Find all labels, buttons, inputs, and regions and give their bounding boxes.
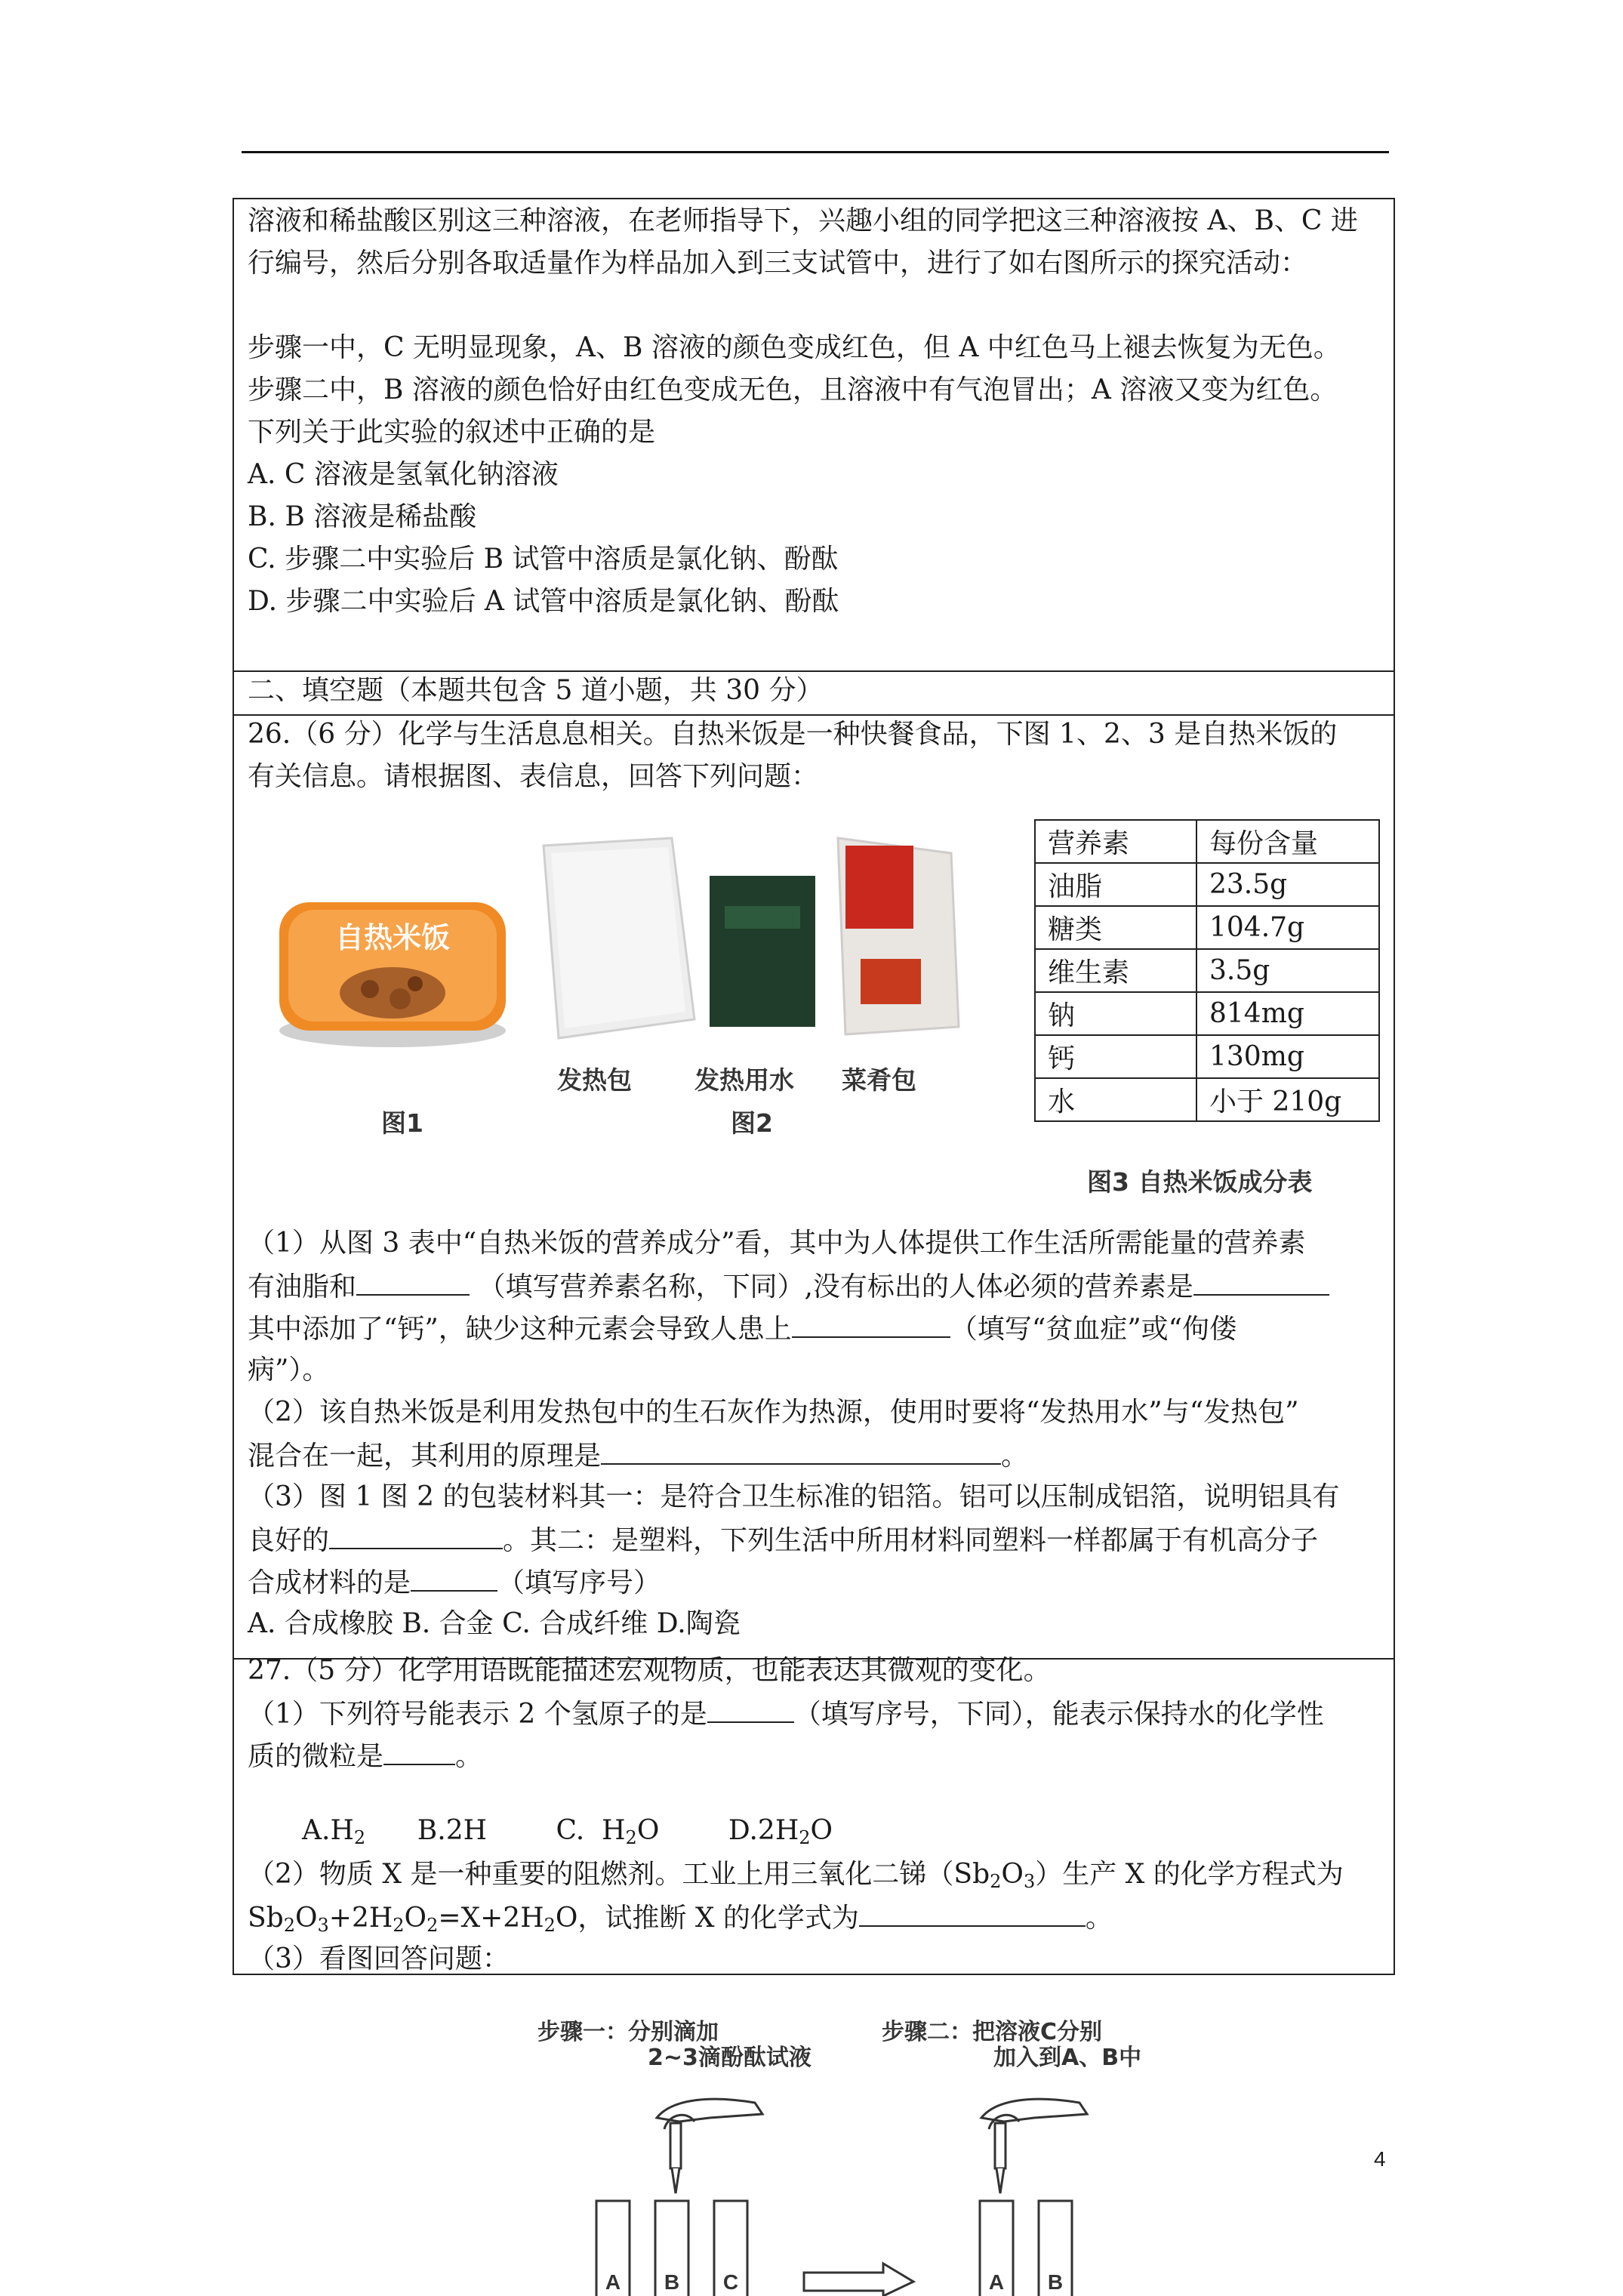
tube-label: A (605, 2270, 621, 2294)
q26-p1-line4: 病”）。 (248, 1354, 330, 1385)
q27-p1-line1 (248, 1691, 1324, 1737)
q27-option-a: $A.H_2$ (302, 1815, 366, 1848)
table-cell: 维生素 (1035, 949, 1196, 992)
table-row (1035, 1078, 1379, 1121)
q27-p2-line2-end: 。 (1085, 1903, 1113, 1934)
experiment-diagram (528, 2076, 1178, 2296)
q26-p1-line3-a: 其中添加了“钙”，缺少这种元素会导致人患上 (248, 1314, 792, 1345)
table-cell: 小于 210g (1196, 1078, 1379, 1121)
q26-p2-line2 (248, 1433, 1028, 1478)
q26-p1-line3 (248, 1306, 1236, 1351)
fig3-caption: 图3 自热米饭成分表 (1087, 1167, 1313, 1197)
dropper-right (981, 2099, 1087, 2193)
q27-p1-line1-a: （1）下列符号能表示 2 个氢原子的是 (248, 1699, 707, 1730)
tube-label: C (722, 2270, 739, 2294)
table-cell: 814mg (1196, 992, 1379, 1035)
q27-p1-line2 (248, 1734, 482, 1779)
table-row (1035, 1035, 1379, 1078)
header-rule (242, 151, 1389, 153)
answer-blank[interactable] (356, 1264, 470, 1296)
answer-blank[interactable] (411, 1560, 497, 1592)
rice-box-label: 自热米饭 (334, 921, 451, 954)
q26-p1-line3-b: （填写“贫血症”或“佝偻 (950, 1314, 1237, 1345)
answer-blank[interactable] (792, 1306, 950, 1338)
q25-intro-line1: 溶液和稀盐酸区别这三种溶液，在老师指导下，兴趣小组的同学把这三种溶液按 A、B、C 进 (248, 205, 1358, 236)
packets-image (528, 831, 966, 1049)
table-row (1035, 820, 1379, 863)
answer-blank[interactable] (707, 1691, 794, 1723)
tube-label: A (988, 2270, 1005, 2294)
diagram-step1-line2: 2~3滴酚酞试液 (648, 2045, 812, 2071)
table-cell: 钠 (1035, 992, 1196, 1035)
q26-intro-line1: 26.（6 分）化学与生活息息相关。自热米饭是一种快餐食品，下图 1、2、3 是自热米饭的 (248, 719, 1338, 750)
q27-p1-options (302, 1809, 833, 1860)
q27-p1-line2-a: 质的微粒是 (248, 1741, 384, 1772)
q27-p2-line1: （2）物质 X 是一种重要的阻燃剂。工业上用三氧化二锑$(Sb_2O_3)$生产 X 的化学方程式为 (248, 1859, 1344, 1892)
q26-p3-line2 (248, 1518, 1318, 1563)
table-cell: 水 (1035, 1078, 1196, 1121)
q27-option-d: $D.2H_2O$ (728, 1815, 833, 1848)
q26-p2-line2-b: 。 (1001, 1441, 1029, 1472)
table-cell: 钙 (1035, 1035, 1196, 1078)
tube-label: B (664, 2270, 680, 2294)
table-header: 每份含量 (1196, 820, 1379, 863)
q25-step1: 步骤一中，C 无明显现象，A、B 溶液的颜色变成红色，但 A 中红色马上褪去恢复为无色。 (248, 332, 1341, 363)
q26-p3-line3-b: （填写序号） (497, 1567, 661, 1598)
fig2-item-heating-pack: 发热包 (557, 1065, 632, 1095)
table-row (1035, 863, 1379, 906)
fig2-item-heating-water: 发热用水 (694, 1065, 794, 1095)
q27-option-b: B.2H (417, 1815, 487, 1846)
answer-blank[interactable] (601, 1433, 1001, 1465)
table-row (1035, 992, 1379, 1035)
q26-p3-line2-b: 。其二：是塑料，下列生活中所用材料同塑料一样都属于有机高分子 (503, 1525, 1319, 1556)
answer-blank[interactable] (1193, 1264, 1329, 1296)
answer-blank[interactable] (383, 1734, 455, 1765)
self-heating-rice-image (272, 887, 513, 1049)
arrow-icon (804, 2264, 913, 2296)
q25-prompt: 下列关于此实验的叙述中正确的是 (248, 417, 656, 448)
table-row (1035, 906, 1379, 949)
table-cell: 3.5g (1196, 949, 1379, 992)
q25-option-d: D. 步骤二中实验后 A 试管中溶质是氯化钠、酚酞 (248, 586, 839, 617)
fig2-item-dish-pack: 菜肴包 (842, 1065, 916, 1095)
page-number: 4 (1374, 2147, 1386, 2171)
dropper-left (657, 2099, 762, 2193)
q26-p2-line2-a: 混合在一起，其利用的原理是 (248, 1441, 602, 1472)
q27-p3: （3）看图回答问题： (248, 1943, 510, 1974)
q26-p1-line1: （1）从图 3 表中“自热米饭的营养成分”看，其中为人体提供工作生活所需能量的营养素 (248, 1228, 1306, 1259)
q26-p1-line2-b: （填写营养素名称，下同）,没有标出的人体必须的营养素是 (478, 1271, 1193, 1302)
diagram-step2-line1: 步骤二：把溶液C分别 (882, 2019, 1103, 2045)
q26-intro-line2: 有关信息。请根据图、表信息，回答下列问题： (248, 761, 819, 792)
q25-intro-line2: 行编号，然后分别各取适量作为样品加入到三支试管中，进行了如右图所示的探究活动： (248, 248, 1308, 279)
q26-p3-line1: （3）图 1 图 2 的包装材料其一：是符合卫生标准的铝箔。铝可以压制成铝箔，说明铝具有 (248, 1481, 1340, 1512)
q26-p3-line3-a: 合成材料的是 (248, 1567, 411, 1598)
table-cell: 油脂 (1035, 863, 1196, 906)
q26-p3-line3 (248, 1560, 661, 1605)
section-header: 二、填空题（本题共包含 5 道小题，共 30 分） (248, 675, 824, 706)
tube-label: B (1047, 2270, 1064, 2294)
table-cell: 104.7g (1196, 906, 1379, 949)
q27-intro: 27.（5 分）化学用语既能描述宏观物质，也能表达其微观的变化。 (248, 1655, 1051, 1686)
q27-p1-line2-b: 。 (455, 1741, 483, 1772)
q25-option-b: B. B 溶液是稀盐酸 (248, 501, 477, 532)
q25-step2: 步骤二中，B 溶液的颜色恰好由红色变成无色，且溶液中有气泡冒出；A 溶液又变为红色。 (248, 374, 1338, 405)
fig2-label: 图2 (731, 1108, 773, 1138)
answer-blank[interactable] (329, 1518, 503, 1549)
q27-option-c: C. $H_2O$ (556, 1815, 660, 1848)
q26-p3-options: A. 合成橡胶 B. 合金 C. 合成纤维 D.陶瓷 (248, 1608, 741, 1639)
fig1-label: 图1 (381, 1108, 423, 1138)
q26-p3-line2-a: 良好的 (248, 1525, 330, 1556)
diagram-step2-line2: 加入到A、B中 (993, 2045, 1142, 2071)
nutrition-table (1034, 819, 1380, 1122)
q27-p1-line1-b: （填写序号，下同），能表示保持水的化学性 (793, 1699, 1324, 1730)
diagram-step1-line1: 步骤一：分别滴加 (537, 2019, 719, 2045)
answer-blank[interactable] (859, 1895, 1086, 1927)
q26-p1-line2-a: 有油脂和 (248, 1271, 357, 1302)
table-header: 营养素 (1035, 820, 1196, 863)
q26-p2-line1: （2）该自热米饭是利用发热包中的生石灰作为热源，使用时要将“发热用水”与“发热包” (248, 1397, 1299, 1428)
q25-option-a: A. C 溶液是氢氧化钠溶液 (248, 459, 559, 490)
q27-p2-line2: $Sb_2O_3+2H_2O_2=X+2H_2O$，试推断 X 的化学式为 。 (248, 1895, 1113, 1947)
table-cell: 23.5g (1196, 863, 1379, 906)
q25-option-c: C. 步骤二中实验后 B 试管中溶质是氯化钠、酚酞 (248, 544, 839, 575)
table-cell: 糖类 (1035, 906, 1196, 949)
q26-p1-line2 (248, 1264, 1329, 1309)
table-row (1035, 949, 1379, 992)
table-cell: 130mg (1196, 1035, 1379, 1078)
